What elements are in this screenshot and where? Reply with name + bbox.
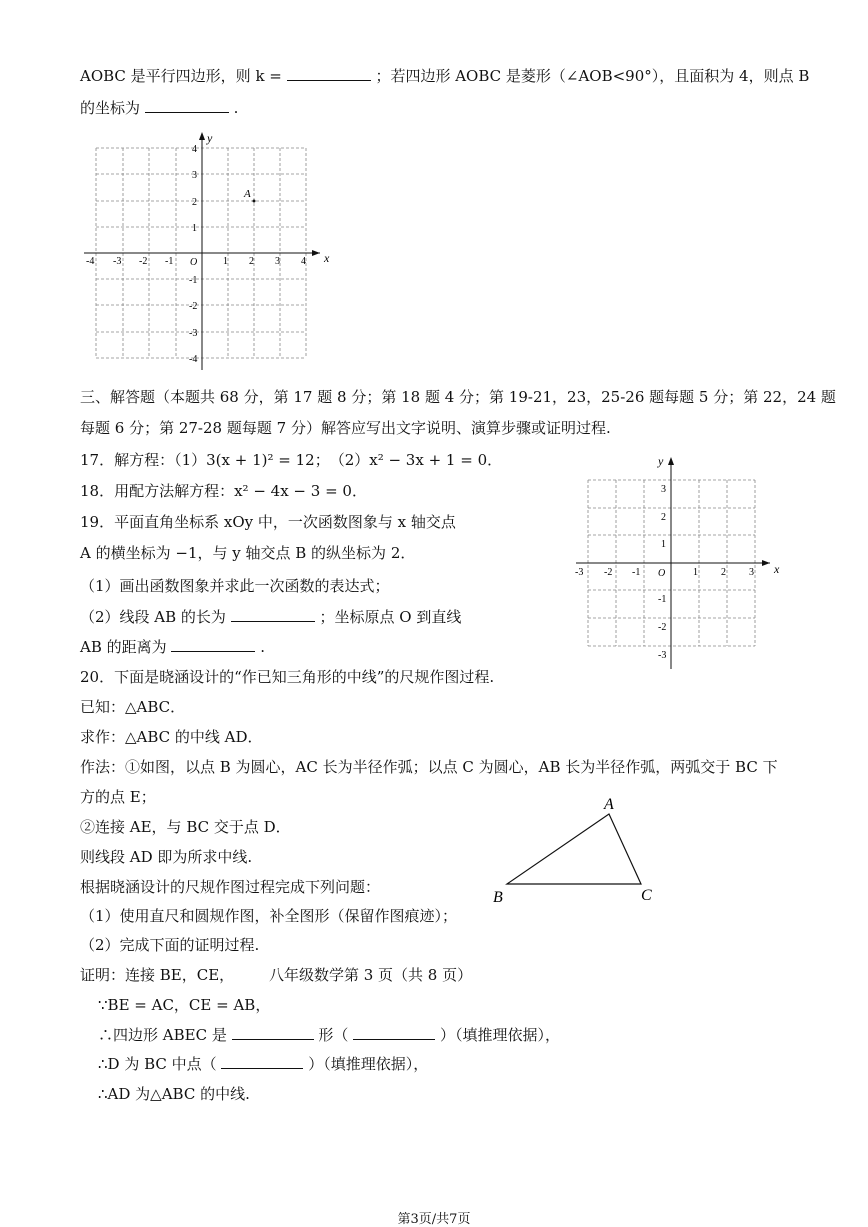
question-19-part2: （2）线段 AB 的长为 ；坐标原点 O 到直线 [80, 608, 462, 626]
vertex-a-label: A [604, 796, 614, 813]
triangle-abc [507, 814, 641, 884]
point-a [253, 200, 256, 203]
question-20-method1b: 方的点 E； [80, 788, 156, 806]
x-tick: -1 [632, 567, 641, 578]
answer-blank-shape[interactable] [232, 1024, 314, 1040]
y-tick: 4 [192, 144, 197, 155]
proof-line-4: ∴AD 为△ABC 的中线. [98, 1085, 250, 1103]
question-20-part1: （1）使用直尺和圆规作图，补全图形（保留作图痕迹）； [80, 907, 458, 925]
answer-blank-reason-2[interactable] [221, 1053, 303, 1069]
y-tick: -3 [658, 650, 667, 661]
coordinate-grid-1 [80, 128, 340, 376]
answer-blank-distance[interactable] [171, 636, 255, 652]
triangle-abc-figure [485, 790, 665, 910]
question-17: 17．解方程：（1）3(x + 1)² = 12； （2）x² − 3x + 1 = 0． [80, 451, 503, 469]
y-tick: 3 [192, 170, 197, 181]
x-tick: 3 [275, 256, 280, 267]
question-19-line1: 19．平面直角坐标系 xOy 中，一次函数图象与 x 轴交点 [80, 513, 456, 531]
page-watermark: 八年级数学第 3 页（共 8 页） [268, 966, 473, 984]
y-axis-label: y [207, 131, 213, 145]
x-tick: -3 [113, 256, 122, 267]
answer-blank-ab-length[interactable] [231, 606, 315, 622]
point-a-label: A [244, 188, 251, 200]
x-tick: 4 [301, 256, 306, 267]
y-tick: 3 [661, 484, 666, 495]
proof-line-2: ∴四边形 ABEC 是 形（ ）（填推理依据）， [98, 1026, 560, 1044]
question-20-intro: 20．下面是晓涵设计的“作已知三角形的中线”的尺规作图过程. [80, 668, 495, 686]
x-tick: 2 [721, 567, 726, 578]
question-20-conclusion: 则线段 AD 即为所求中线. [80, 848, 253, 866]
section3-line2: 每题 6 分；第 27-28 题每题 7 分）解答应写出文字说明、演算步骤或证明过程. [80, 419, 611, 437]
y-tick: -4 [189, 354, 198, 365]
origin-label: O [658, 568, 666, 579]
y-tick: -1 [189, 275, 198, 286]
page-footer: 第3页/共7页 [397, 1212, 471, 1227]
x-tick: 3 [749, 567, 754, 578]
y-tick: -3 [189, 328, 198, 339]
x-tick: -2 [604, 567, 613, 578]
question-19-part2-cont: AB 的距离为 . [80, 638, 265, 656]
proof-line-1: ∵BE = AC，CE = AB， [98, 996, 271, 1014]
y-tick: -2 [658, 622, 667, 633]
proof-line-3: ∴D 为 BC 中点（ ）（填推理依据）， [98, 1055, 429, 1073]
y-tick: 2 [661, 512, 666, 523]
section3-line1: 三、解答题（本题共 68 分，第 17 题 8 分；第 18 题 4 分；第 19-21，23，25-26 题每题 5 分；第 22，24 题 [80, 388, 836, 406]
y-tick: 1 [661, 539, 666, 550]
question-18: 18．用配方法解方程：x² − 4x − 3 = 0． [80, 482, 367, 500]
x-axis-label: x [774, 562, 780, 576]
x-tick: -3 [575, 567, 584, 578]
question-20-find: 求作：△ABC 的中线 AD． [80, 728, 263, 746]
question-19-part1: （1）画出函数图象并求此一次函数的表达式； [80, 577, 390, 595]
q16-line1: AOBC 是平行四边形，则 k = ；若四边形 AOBC 是菱形（∠AOB<90°），且面积为 4，则点 B [80, 67, 810, 85]
x-tick: 1 [693, 567, 698, 578]
origin-label: O [190, 257, 198, 268]
question-20-given: 已知：△ABC． [80, 698, 186, 716]
x-tick: 1 [223, 256, 228, 267]
question-19-line2: A 的横坐标为 −1，与 y 轴交点 B 的纵坐标为 2． [80, 544, 416, 562]
x-tick: -2 [139, 256, 148, 267]
question-20-task: 根据晓涵设计的尺规作图过程完成下列问题： [80, 878, 381, 896]
answer-blank-k[interactable] [287, 65, 371, 81]
coordinate-grid-2 [570, 453, 788, 673]
y-axis-label: y [658, 454, 664, 468]
vertex-c-label: C [641, 887, 652, 904]
answer-blank-reason-1[interactable] [353, 1024, 435, 1040]
x-axis-label: x [324, 251, 330, 265]
question-20-proof-start: 证明：连接 BE，CE， 八年级数学第 3 页（共 8 页） [80, 966, 473, 984]
question-20-method1: 作法：①如图，以点 B 为圆心，AC 长为半径作弧；以点 C 为圆心，AB 长为半径作弧，两弧交于 BC 下 [80, 758, 778, 776]
q16-line2: 的坐标为 . [80, 99, 239, 117]
x-tick: -4 [86, 256, 95, 267]
y-tick: -2 [189, 301, 198, 312]
y-tick: 2 [192, 197, 197, 208]
question-20-part2: （2）完成下面的证明过程. [80, 936, 260, 954]
answer-blank-b[interactable] [145, 97, 229, 113]
x-tick: 2 [249, 256, 254, 267]
vertex-b-label: B [493, 889, 503, 906]
x-tick: -1 [165, 256, 174, 267]
question-20-method2: ②连接 AE，与 BC 交于点 D． [80, 818, 291, 836]
y-tick: 1 [192, 223, 197, 234]
y-tick: -1 [658, 594, 667, 605]
